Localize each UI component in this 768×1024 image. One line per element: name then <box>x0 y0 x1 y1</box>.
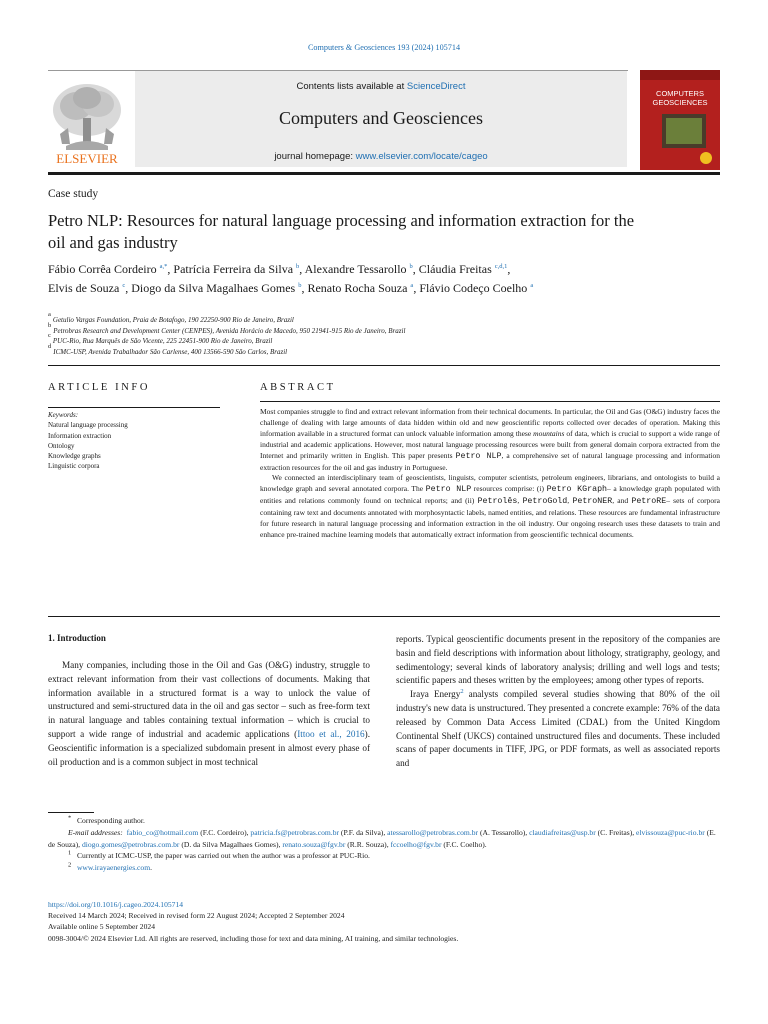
author-affiliation-mark[interactable]: b <box>409 263 413 270</box>
email-link[interactable]: patricia.fs@petrobras.com.br <box>250 827 340 837</box>
author-affiliation-mark[interactable]: a,* <box>159 263 168 270</box>
body-text: analysts compiled several studies showing that 80% of the oil industry's new data is unstructured. They presented a concrete example: 76% of the data released by Common Data Access Limited (CDAL) from the United Kingdom Continental Shelf (UKCS) contained unstructured files and documents. These included scans of paper documents in TIFF, JPG, or PDF formats, as well as associated reports and <box>396 689 720 769</box>
resource-name: Petro NLP <box>455 451 502 461</box>
body-column-left <box>48 659 370 769</box>
email-label: E-mail addresses: <box>68 827 123 837</box>
email-link[interactable]: renato.souza@fgv.br <box>282 839 346 849</box>
section-rule <box>48 365 720 366</box>
resource-name: PetroGold <box>522 497 568 507</box>
author-name[interactable]: Fábio Corrêa Cordeiro <box>48 262 157 276</box>
keyword-item: Linguistic corpora <box>48 462 100 471</box>
article-type: Case study <box>48 188 99 200</box>
email-owner: (C. Freitas), <box>595 827 637 837</box>
abstract-text: , and <box>612 496 632 506</box>
affiliation-text: Petrobras Research and Development Center (CENPES), Avenida Horácio de Macedo, 950 21941-915 Rio de Janeiro, Brazil <box>53 326 406 335</box>
journal-cover-image <box>640 70 720 170</box>
abstract-paragraph <box>260 473 720 540</box>
affiliation-list <box>48 311 718 357</box>
footnotes-block <box>48 815 720 874</box>
author-affiliation-mark[interactable]: a <box>530 281 534 289</box>
resource-name: PetroRE <box>631 497 667 507</box>
abstract-paragraph <box>260 407 720 473</box>
article-info-heading: ARTICLE INFO <box>48 382 151 393</box>
author-affiliation-mark[interactable]: b <box>296 263 300 270</box>
abstract-body <box>260 407 720 541</box>
footnote-2 <box>48 862 720 874</box>
received-dates: Received 14 March 2024; Received in revised form 22 August 2024; Accepted 2 September 2024 <box>48 911 345 921</box>
resource-name: Petro NLP <box>425 485 472 495</box>
keyword-item: Information extraction <box>48 431 112 440</box>
cover-title-line2: GEOSCIENCES <box>652 98 708 107</box>
footnote-mark: * <box>68 814 72 822</box>
author-name[interactable]: Renato Rocha Souza <box>307 280 408 295</box>
author-affiliation-mark[interactable]: a <box>410 281 414 289</box>
affiliation-mark: a <box>48 311 51 318</box>
email-owner: (R.R. Souza), <box>345 839 391 849</box>
resource-name: PetroNER <box>572 497 613 507</box>
body-text: ). Geoscientific information is a specialized subdomain present in almost every phase of oil production and is a common subject in most technical <box>48 728 370 767</box>
footnote-text: Currently at ICMC-USP, the paper was carried out when the author was a professor at PUC-Rio. <box>76 851 370 861</box>
body-column-right <box>396 633 720 771</box>
article-info-rule <box>48 407 220 408</box>
author-list: Fábio Corrêa Cordeiro $^{a,*}$, Patrícia Ferreira da Silva $^b$, Alexandre Tessarollo $^b$, Cláudia Freitas $^{c,d,1}$, Elvis de Souza $^c$, Diogo da Silva Magalhaes Gomes $^b$, Renato Rocha Souza $^a$, Flávio Codeço Coelho $^a$ <box>48 262 534 295</box>
resource-name: Petro KGraph <box>546 485 608 495</box>
journal-cover-thumbnail[interactable] <box>640 70 720 170</box>
author-affiliation-mark[interactable]: b <box>298 281 302 289</box>
keyword-item: Knowledge graphs <box>48 452 101 461</box>
elsevier-wordmark: ELSEVIER <box>56 151 118 166</box>
body-paragraph <box>396 688 720 771</box>
keywords-block <box>48 410 220 472</box>
journal-homepage-link[interactable]: www.elsevier.com/locate/cageo <box>355 151 488 162</box>
footnote-text: Corresponding author. <box>76 816 145 825</box>
abstract-text: , <box>567 496 573 506</box>
email-owner: (A. Tessarollo), <box>478 827 530 837</box>
header-bottom-rule <box>48 172 720 175</box>
email-addresses-note <box>48 827 720 851</box>
author-affiliation-mark[interactable]: c,d,1 <box>494 263 508 270</box>
abstract-text: Most companies struggle to find and extract relevant information from their technical documents. In particular, the Oil and Gas (O&G) industry faces the challenge of dealing with large amounts of data hidden within old and new geoscientific reports collected over decades of operation. Making this information available in a structured format can unlock valuable information among these <box>260 407 720 438</box>
affiliation-text: Getulio Vargas Foundation, Praia de Botafogo, 190 22250-900 Rio de Janeiro, Brazil <box>52 316 294 324</box>
journal-name: Computers and Geosciences <box>279 108 483 128</box>
affiliation-item <box>48 321 718 337</box>
body-paragraph <box>48 659 370 769</box>
elsevier-logo[interactable] <box>46 78 128 166</box>
affiliation-item <box>48 311 718 326</box>
abstract-text: , <box>517 496 523 506</box>
article-title: Petro NLP: Resources for natural language processing and information extraction for the oil and gas industry <box>48 211 635 252</box>
keyword-item: Ontology <box>48 441 75 450</box>
affiliation-mark: c <box>48 332 51 339</box>
journal-homepage-line <box>135 151 627 162</box>
keywords-label: Keywords: <box>48 411 79 419</box>
affiliation-item <box>48 332 718 347</box>
email-owner: (P.F. da Silva), <box>339 827 388 837</box>
body-paragraph: reports. Typical geoscientific documents present in the repository of the companies are basin and field descriptions with information about lithology, stratigraphy, geology, and sedimentology; several kinds of laboratory analysis; drilling and well logs and tests; scientific papers and theses written by the employees; among other types of reports. <box>396 634 720 686</box>
resource-name: Petrolês <box>477 497 518 507</box>
email-link[interactable]: elvissouza@puc-rio.br <box>636 827 705 837</box>
email-owner: (D. da Silva Magalhaes Gomes), <box>179 839 283 849</box>
email-owner: (F.C. Cordeiro), <box>198 827 251 837</box>
homepage-prefix: journal homepage: <box>274 151 356 162</box>
abstract-emphasis: mountains <box>533 428 565 438</box>
footnote-rule <box>48 812 94 813</box>
email-owner: (E. de Souza), <box>48 827 716 849</box>
author-affiliation-mark[interactable]: c <box>122 281 126 289</box>
author-name[interactable]: Flávio Codeço Coelho <box>419 280 528 295</box>
elsevier-tree-icon <box>46 78 128 166</box>
affiliation-text: PUC-Rio, Rua Marquês de São Vicente, 225 22451-900 Rio de Janeiro, Brazil <box>52 337 273 345</box>
copyright-notice: 0098-3004/© 2024 Elsevier Ltd. All rights are reserved, including those for text and data mining, AI training, and similar technologies. <box>48 933 459 943</box>
email-owner: (F.C. Coelho). <box>441 839 487 849</box>
author-name[interactable]: Diogo da Silva Magalhaes Gomes <box>131 280 296 295</box>
abstract-text: , a comprehensive set of natural language processing and information extraction resources for the oil and gas industry in Portuguese. <box>260 450 721 472</box>
email-link[interactable]: claudiafreitas@usp.br <box>529 827 596 837</box>
footnote-mark: 2 <box>68 861 72 869</box>
affiliation-item <box>48 342 718 358</box>
abstract-text: resources comprise: (i) <box>471 484 547 494</box>
email-link[interactable]: atessarollo@petrobras.com.br <box>387 827 479 837</box>
email-link[interactable]: fccoelho@fgv.br <box>390 839 442 849</box>
affiliation-text: ICMC-USP, Avenida Trabalhador São Carlense, 400 13566-590 São Carlos, Brazil <box>53 347 288 356</box>
email-link[interactable]: diogo.gomes@petrobras.com.br <box>81 839 180 849</box>
abstract-heading: ABSTRACT <box>260 382 336 393</box>
footnote-url-link[interactable]: www.irayaenergies.com <box>76 863 151 873</box>
footnote-1 <box>48 850 720 862</box>
abstract-text: We connected an interdisciplinary team of geoscientists, linguists, computer scientists, petroleum engineers, librarians, and ontologists to build a knowledge graph and several annotated corpora. The <box>260 473 720 494</box>
footnote-mark: 1 <box>68 849 72 857</box>
keyword-item: Natural language processing <box>48 421 128 430</box>
author-name[interactable]: Elvis de Souza <box>48 280 120 295</box>
journal-reference-link[interactable]: Computers & Geosciences 193 (2024) 105714 <box>307 43 461 52</box>
footnote-text: . <box>150 863 153 873</box>
cover-title-line1: COMPUTERS <box>656 89 704 98</box>
body-text: Iraya Energy <box>410 689 461 700</box>
affiliation-mark: b <box>48 321 52 329</box>
abstract-rule <box>260 401 720 402</box>
abstract-text: – sets of corpora containing raw text and documents annotated with morphosyntactic labels, named entities, and relations. These resources are fundamental infrastructure for future research in natural language processing and information extraction in the oil industry. Our ongoing research uses these datasets to train and enhance pre-trained machine learning models that automatically extract information from geoscientific technical documents. <box>260 496 720 539</box>
body-text: Many companies, including those in the Oil and Gas (O&G) industry, struggle to extract relevant information from their vast collections of documents. Making that information available in a structured format is a way to unlock the value of unstructured and semi-structured data in the oil and gas sector – such as free-form text in natural language and tables containing textual information – which is crucial to support a wide range of industrial and academic applications ( <box>48 660 370 739</box>
doi-link[interactable]: https://doi.org/10.1016/j.cageo.2024.105714 <box>48 900 184 909</box>
sciencedirect-link[interactable]: ScienceDirect <box>406 81 466 92</box>
section-heading-introduction: 1. Introduction <box>48 633 106 643</box>
author-name[interactable]: Patrícia Ferreira da Silva <box>173 262 294 276</box>
author-name[interactable]: Alexandre Tessarollo <box>304 262 407 276</box>
corresponding-author-note <box>48 815 720 827</box>
footnote-ref-link[interactable]: 2 <box>460 688 464 696</box>
affiliation-mark: d <box>48 342 52 350</box>
email-link[interactable]: fabio_co@hotmail.com <box>126 827 199 837</box>
abstract-bottom-rule <box>48 616 720 617</box>
available-online-date: Available online 5 September 2024 <box>48 922 155 932</box>
contents-prefix: Contents lists available at <box>296 81 407 92</box>
citation-link[interactable]: Ittoo et al., 2016 <box>297 728 365 739</box>
author-name[interactable]: Cláudia Freitas <box>418 262 492 276</box>
publication-info <box>48 899 720 944</box>
abstract-text: of data, which is crucial to support a wide range of industrial and academic applications. However, most natural language processing resources were built from general domain corpora extracted from the Internet and primarily written in English. This paper presents <box>260 428 720 460</box>
contents-available-line <box>135 81 627 92</box>
abstract-text: – a knowledge graph populated with entities and relations commonly found on technical reports; and (ii) <box>260 484 720 506</box>
